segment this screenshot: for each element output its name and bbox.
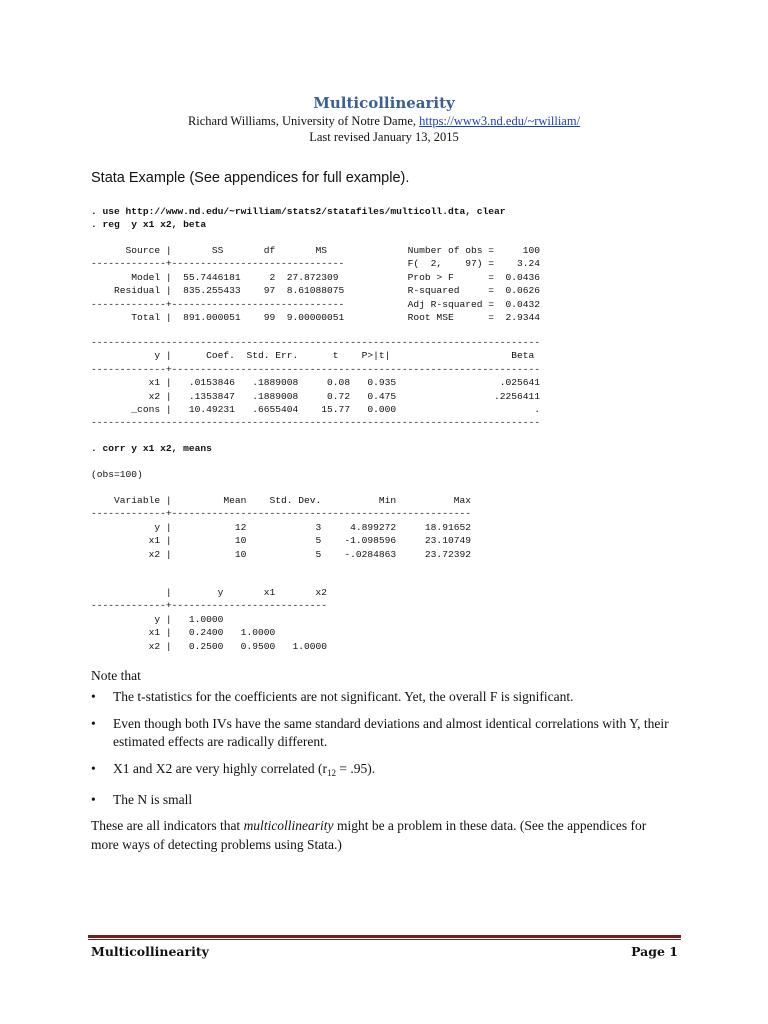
author-line: [0, 114, 768, 129]
footer-divider: [88, 935, 681, 938]
bullet-item: • The t-statistics for the coefficients are not significant. Yet, the overall F is significant.: [91, 688, 681, 706]
stata-command-corr: . corr y x1 x2, means: [91, 443, 212, 454]
bullet-text: X1 and X2 are very highly correlated (r: [113, 761, 328, 776]
bullet-item: • The N is small: [91, 791, 681, 809]
stata-coefficient-table: ------------------------------------------------------------------------------ y | Coef. Std. Err. t P>|t| Beta -------------+---------------------------------------------------------------- x1 | .0153846 .1889008 0.08 0.935 .025641 x2 | .1353847 .1889008 0.72 0.475 .2256411 _cons | 10.49231 .6655404 15.77 0.000 . ------------------------------------------------------------------------------: [91, 337, 541, 429]
stata-anova-table: Source | SS df MS Number of obs = 100 -------------+------------------------------ F( 2, 97) = 3.24 Model | 55.7446181 2 27.872309 Prob > F = 0.0436 Residual | 835.255433 97 8.61088075 R-squared = 0.0626 -------------+------------------------------ Adj R-squared = 0.0432 Total | 891.000051 99 9.00000051 Root MSE = 2.9344: [91, 245, 541, 324]
bullet-item: • Even though both IVs have the same standard deviations and almost identical correlations with Y, their estimated effects are radically different.: [91, 715, 681, 751]
author-text: Richard Williams, University of Notre Dame,: [187, 114, 420, 128]
summary-text: These are all indicators that: [91, 818, 244, 833]
stata-correlation-table: | y x1 x2 -------------+--------------------------- y | 1.0000 x1 | 0.2400 1.0000 x2 | 0.2500 0.9500 1.0000: [91, 587, 328, 652]
document-title: Multicollinearity: [313, 94, 455, 112]
bullet-list: [91, 688, 681, 818]
note-label: Note that: [91, 668, 141, 683]
footer-divider-thin: [88, 939, 681, 940]
summary-emphasis: multicollinearity: [243, 818, 334, 833]
stata-means-table: Variable | Mean Std. Dev. Min Max -------------+---------------------------------------------------- y | 12 3 4.899272 18.91652 x1 | 10 5 -1.098596 23.10749 x2 | 10 5 -.0284863 23.72392: [91, 495, 471, 560]
bullet-text-tail: = .95).: [336, 761, 376, 776]
footer-page-number: Page 1: [631, 944, 678, 959]
revised-date: Last revised January 13, 2015: [309, 130, 459, 144]
summary-paragraph: [91, 816, 671, 854]
subscript: 12: [327, 768, 337, 778]
stata-obs: (obs=100): [91, 469, 143, 480]
stata-command-reg: . use http://www.nd.edu/~rwilliam/stats2/statafiles/multicoll.dta, clear . reg y x1 x2, beta: [91, 206, 506, 231]
summary-text-tail: might be a problem in these data. (See the appendices for more ways of detecting problems using Stata.): [91, 818, 647, 852]
bullet-item: [91, 760, 681, 782]
footer-title: Multicollinearity: [91, 944, 209, 959]
author-url-link[interactable]: https://www3.nd.edu/~rwilliam/: [419, 114, 581, 128]
section-heading: Stata Example (See appendices for full example).: [91, 170, 410, 186]
